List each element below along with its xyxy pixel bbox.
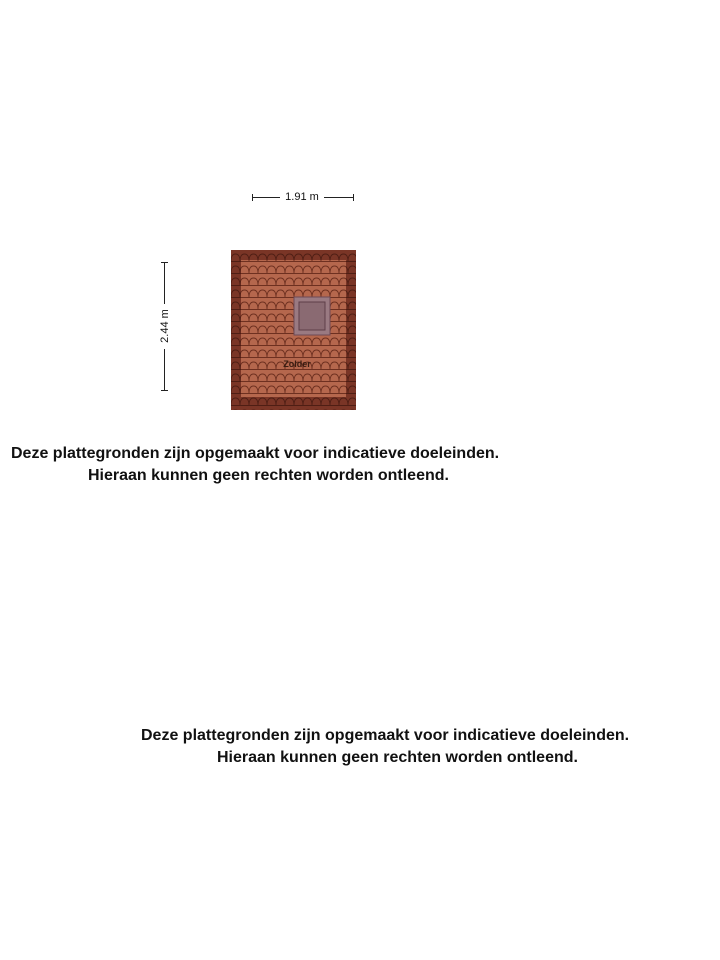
dimension-tick	[161, 390, 168, 391]
disclaimer-line-1: Deze plattegronden zijn opgemaakt voor indicatieve doeleinden.	[141, 727, 630, 744]
disclaimer-bottom	[141, 725, 629, 769]
room-label-zolder: Zolder	[283, 359, 311, 369]
disclaimer-line-2: Hieraan kunnen geen rechten worden ontleend.	[88, 467, 449, 484]
disclaimer-line-2: Hieraan kunnen geen rechten worden ontleend.	[217, 749, 578, 766]
dimension-line	[164, 349, 165, 391]
width-dimension	[252, 189, 354, 207]
disclaimer-line-1: Deze plattegronden zijn opgemaakt voor indicatieve doeleinden.	[11, 445, 500, 462]
dimension-line	[252, 197, 280, 198]
attic-room-zolder	[231, 250, 356, 410]
height-dimension-label: 2.44 m	[159, 309, 171, 343]
dimension-line	[164, 262, 165, 304]
height-dimension	[155, 262, 175, 391]
disclaimer-top	[11, 443, 499, 487]
roof-tiles-graphic	[231, 250, 356, 410]
dimension-line	[324, 197, 354, 198]
width-dimension-label: 1.91 m	[285, 191, 319, 203]
dimension-tick	[353, 194, 354, 201]
